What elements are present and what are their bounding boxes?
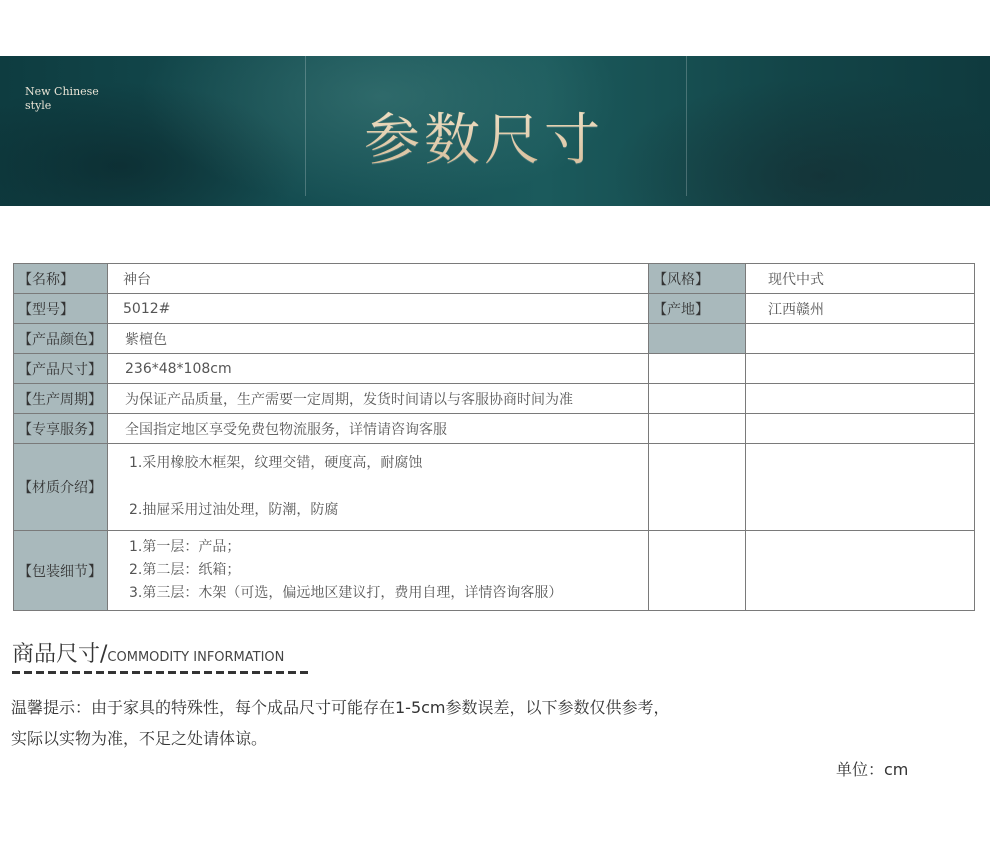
param-value-model: 5012# <box>108 294 649 324</box>
param-label-model: 【型号】 <box>14 294 108 324</box>
banner-divider-right <box>686 56 687 196</box>
param-label-style: 【风格】 <box>649 264 746 294</box>
empty-cell <box>649 414 746 444</box>
commodity-section-title <box>12 637 284 668</box>
banner-title: 参数尺寸 <box>364 96 604 176</box>
param-label-name: 【名称】 <box>14 264 108 294</box>
param-value-name: 神台 <box>108 264 649 294</box>
param-label-packaging: 【包装细节】 <box>14 531 108 611</box>
empty-cell <box>746 414 975 444</box>
packaging-line: 2.第二层：纸箱； <box>129 562 241 578</box>
table-row <box>14 444 975 531</box>
empty-cell <box>746 531 975 611</box>
empty-cell <box>746 354 975 384</box>
empty-cell <box>649 531 746 611</box>
table-row <box>14 384 975 414</box>
param-label-origin: 【产地】 <box>649 294 746 324</box>
table-row <box>14 414 975 444</box>
table-row <box>14 294 975 324</box>
empty-cell <box>746 324 975 354</box>
unit-label: 单位：cm <box>836 760 909 779</box>
empty-cell <box>649 444 746 531</box>
warm-notice <box>11 692 670 754</box>
notice-line: 实际以实物为准，不足之处请体谅。 <box>11 729 268 748</box>
table-row <box>14 354 975 384</box>
empty-cell <box>746 444 975 531</box>
table-row <box>14 531 975 611</box>
packaging-line: 3.第三层：木架（可选，偏远地区建议打，费用自理，详情咨询客服） <box>129 585 563 601</box>
table-row <box>14 324 975 354</box>
material-line: 1.采用橡胶木框架，纹理交错，硬度高，耐腐蚀 <box>129 455 423 471</box>
table-row <box>14 264 975 294</box>
header-banner <box>0 56 990 206</box>
packaging-line: 1.第一层：产品； <box>129 539 241 555</box>
banner-divider-left <box>305 56 306 196</box>
param-value-origin: 江西赣州 <box>746 294 975 324</box>
empty-cell <box>649 354 746 384</box>
notice-line: 温馨提示：由于家具的特殊性，每个成品尺寸可能存在1-5cm参数误差，以下参数仅供参考， <box>11 698 670 717</box>
param-label-production-cycle: 【生产周期】 <box>14 384 108 414</box>
empty-cell <box>746 384 975 414</box>
param-value-style: 现代中式 <box>746 264 975 294</box>
empty-cell <box>649 324 746 354</box>
param-value-material <box>108 444 649 531</box>
material-line: 2.抽屉采用过油处理，防潮，防腐 <box>129 502 339 518</box>
param-value-exclusive-service: 全国指定地区享受免费包物流服务，详情请咨询客服 <box>108 414 649 444</box>
empty-cell <box>649 384 746 414</box>
commodity-title-en: COMMODITY INFORMATION <box>107 650 285 665</box>
param-label-exclusive-service: 【专享服务】 <box>14 414 108 444</box>
banner-style-tag: New Chinese style <box>25 85 99 112</box>
param-value-packaging <box>108 531 649 611</box>
param-label-color: 【产品颜色】 <box>14 324 108 354</box>
param-value-production-cycle: 为保证产品质量，生产需要一定周期，发货时间请以与客服协商时间为准 <box>108 384 649 414</box>
param-value-color: 紫檀色 <box>108 324 649 354</box>
param-value-size: 236*48*108cm <box>108 354 649 384</box>
product-parameters-table <box>13 263 975 611</box>
param-label-material: 【材质介绍】 <box>14 444 108 531</box>
param-label-size: 【产品尺寸】 <box>14 354 108 384</box>
commodity-title-cn: 商品尺寸/ <box>12 642 108 667</box>
section-dashed-divider <box>12 671 308 674</box>
